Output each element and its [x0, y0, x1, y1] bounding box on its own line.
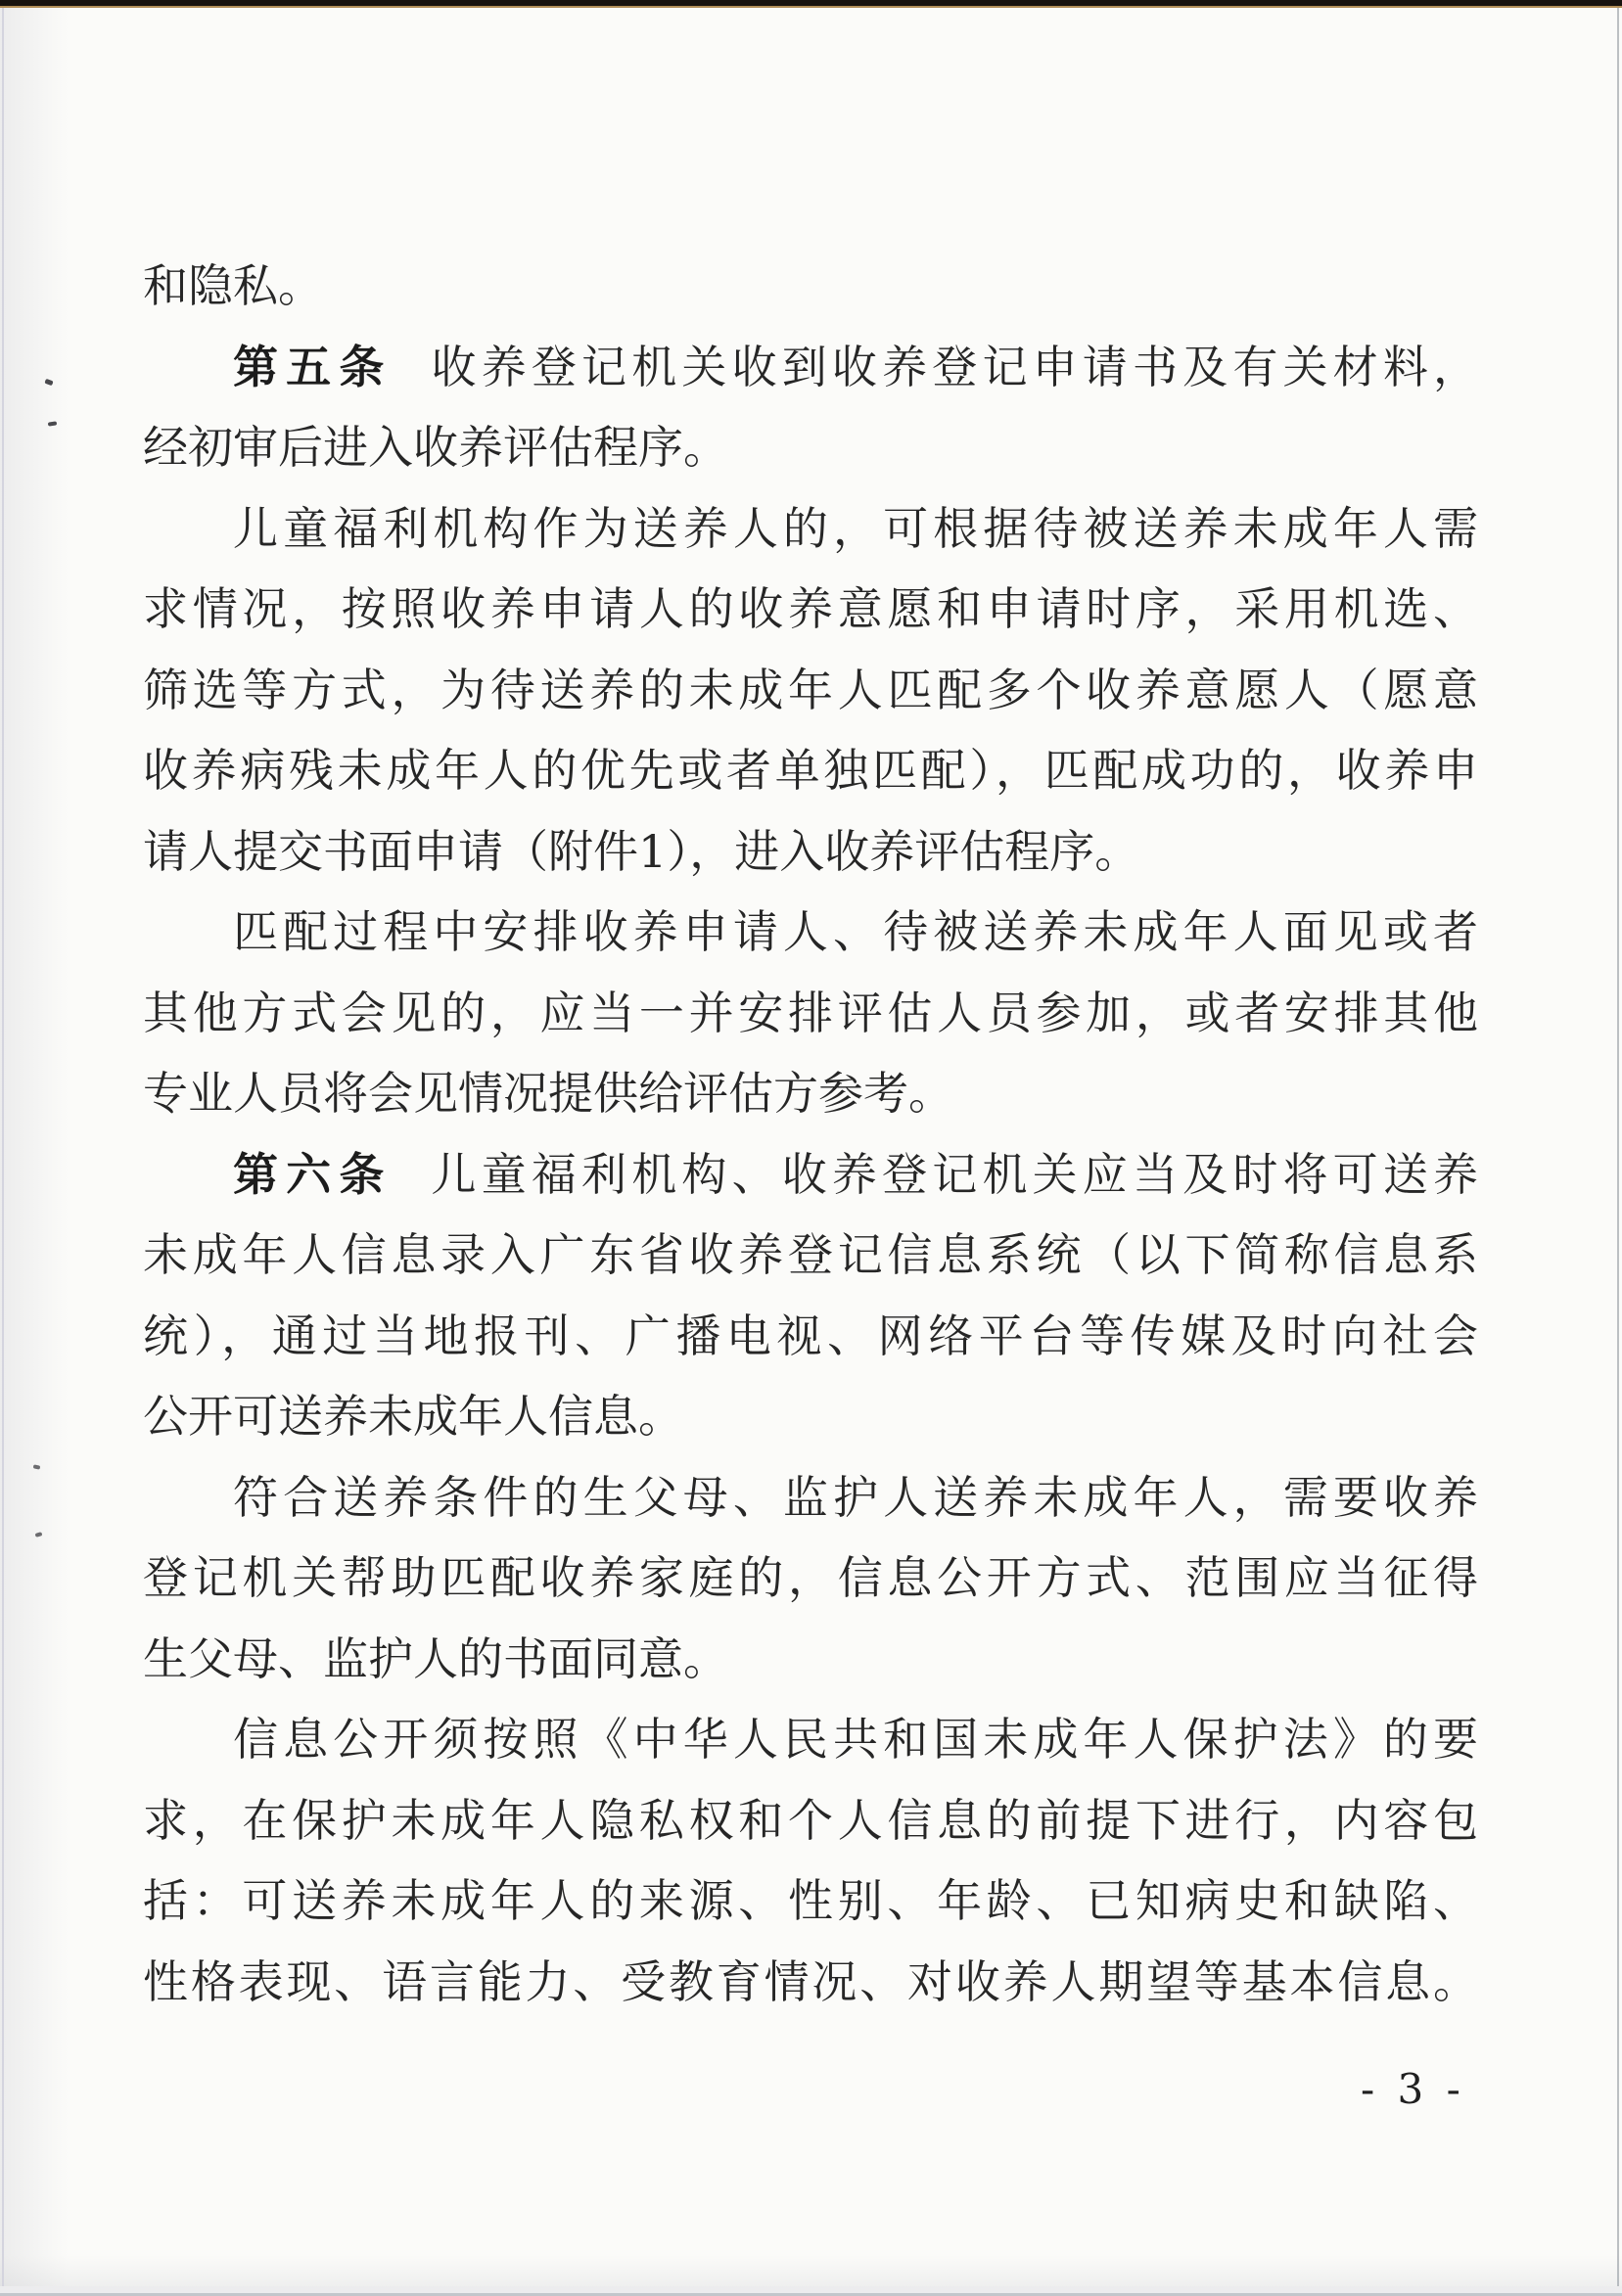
article-heading: 第六条 — [233, 1147, 393, 1201]
text-line: 其他方式会见的，应当一并安排评估人员参加，或者安排其他 — [143, 986, 1478, 1039]
text-line: 儿童福利机构作为送养人的，可根据待被送养未成年人需 — [233, 501, 1478, 555]
text-line: 收养病残未成年人的优先或者单独匹配），匹配成功的，收养申 — [143, 744, 1478, 797]
scan-right-edge-line — [1617, 8, 1619, 2296]
article-heading: 第五条 — [233, 340, 393, 393]
text-line: 括：可送养未成年人的来源、性别、年龄、已知病史和缺陷、 — [143, 1874, 1478, 1927]
text-line: 统），通过当地报刊、广播电视、网络平台等传媒及时向社会 — [143, 1309, 1478, 1362]
text-line: 性格表现、语言能力、受教育情况、对收养人期望等基本信息。 — [143, 1954, 1478, 2008]
scan-bottom-strip — [0, 2286, 1622, 2293]
text-line: 匹配过程中安排收养申请人、待被送养未成年人面见或者 — [233, 905, 1478, 958]
text-line: 专业人员将会见情况提供给评估方参考。 — [143, 1067, 953, 1120]
text-line: 符合送养条件的生父母、监护人送养未成年人，需要收养 — [233, 1470, 1478, 1524]
text-line: 第五条 收养登记机关收到收养登记申请书及有关材料， — [233, 340, 1479, 393]
text-line: 登记机关帮助匹配收养家庭的，信息公开方式、范围应当征得 — [143, 1551, 1478, 1604]
scan-left-edge-line — [2, 8, 4, 2296]
page-number: - 3 - — [1361, 2065, 1465, 2113]
text-line: 和隐私。 — [143, 259, 323, 312]
text-line: 求，在保护未成年人隐私权和个人信息的前提下进行，内容包 — [143, 1793, 1478, 1847]
text-line: 筛选等方式，为待送养的未成年人匹配多个收养意愿人（愿意 — [143, 663, 1478, 716]
text-line: 生父母、监护人的书面同意。 — [143, 1631, 728, 1685]
text-line: 信息公开须按照《中华人民共和国未成年人保护法》的要 — [233, 1713, 1478, 1766]
paper-left-shading — [0, 0, 69, 2296]
document-lines — [143, 246, 1478, 2022]
text-line: 公开可送养未成年人信息。 — [143, 1390, 683, 1443]
text-line: 第六条 儿童福利机构、收养登记机关应当及时将可送养 — [233, 1147, 1479, 1201]
text-line: 请人提交书面申请（附件1），进入收养评估程序。 — [143, 824, 1140, 878]
text-line: 经初审后进入收养评估程序。 — [143, 421, 728, 474]
scan-top-edge-accent — [0, 6, 1622, 8]
text-line: 未成年人信息录入广东省收养登记信息系统（以下简称信息系 — [143, 1228, 1478, 1281]
text-line: 求情况，按照收养申请人的收养意愿和申请时序，采用机选、 — [143, 582, 1478, 635]
